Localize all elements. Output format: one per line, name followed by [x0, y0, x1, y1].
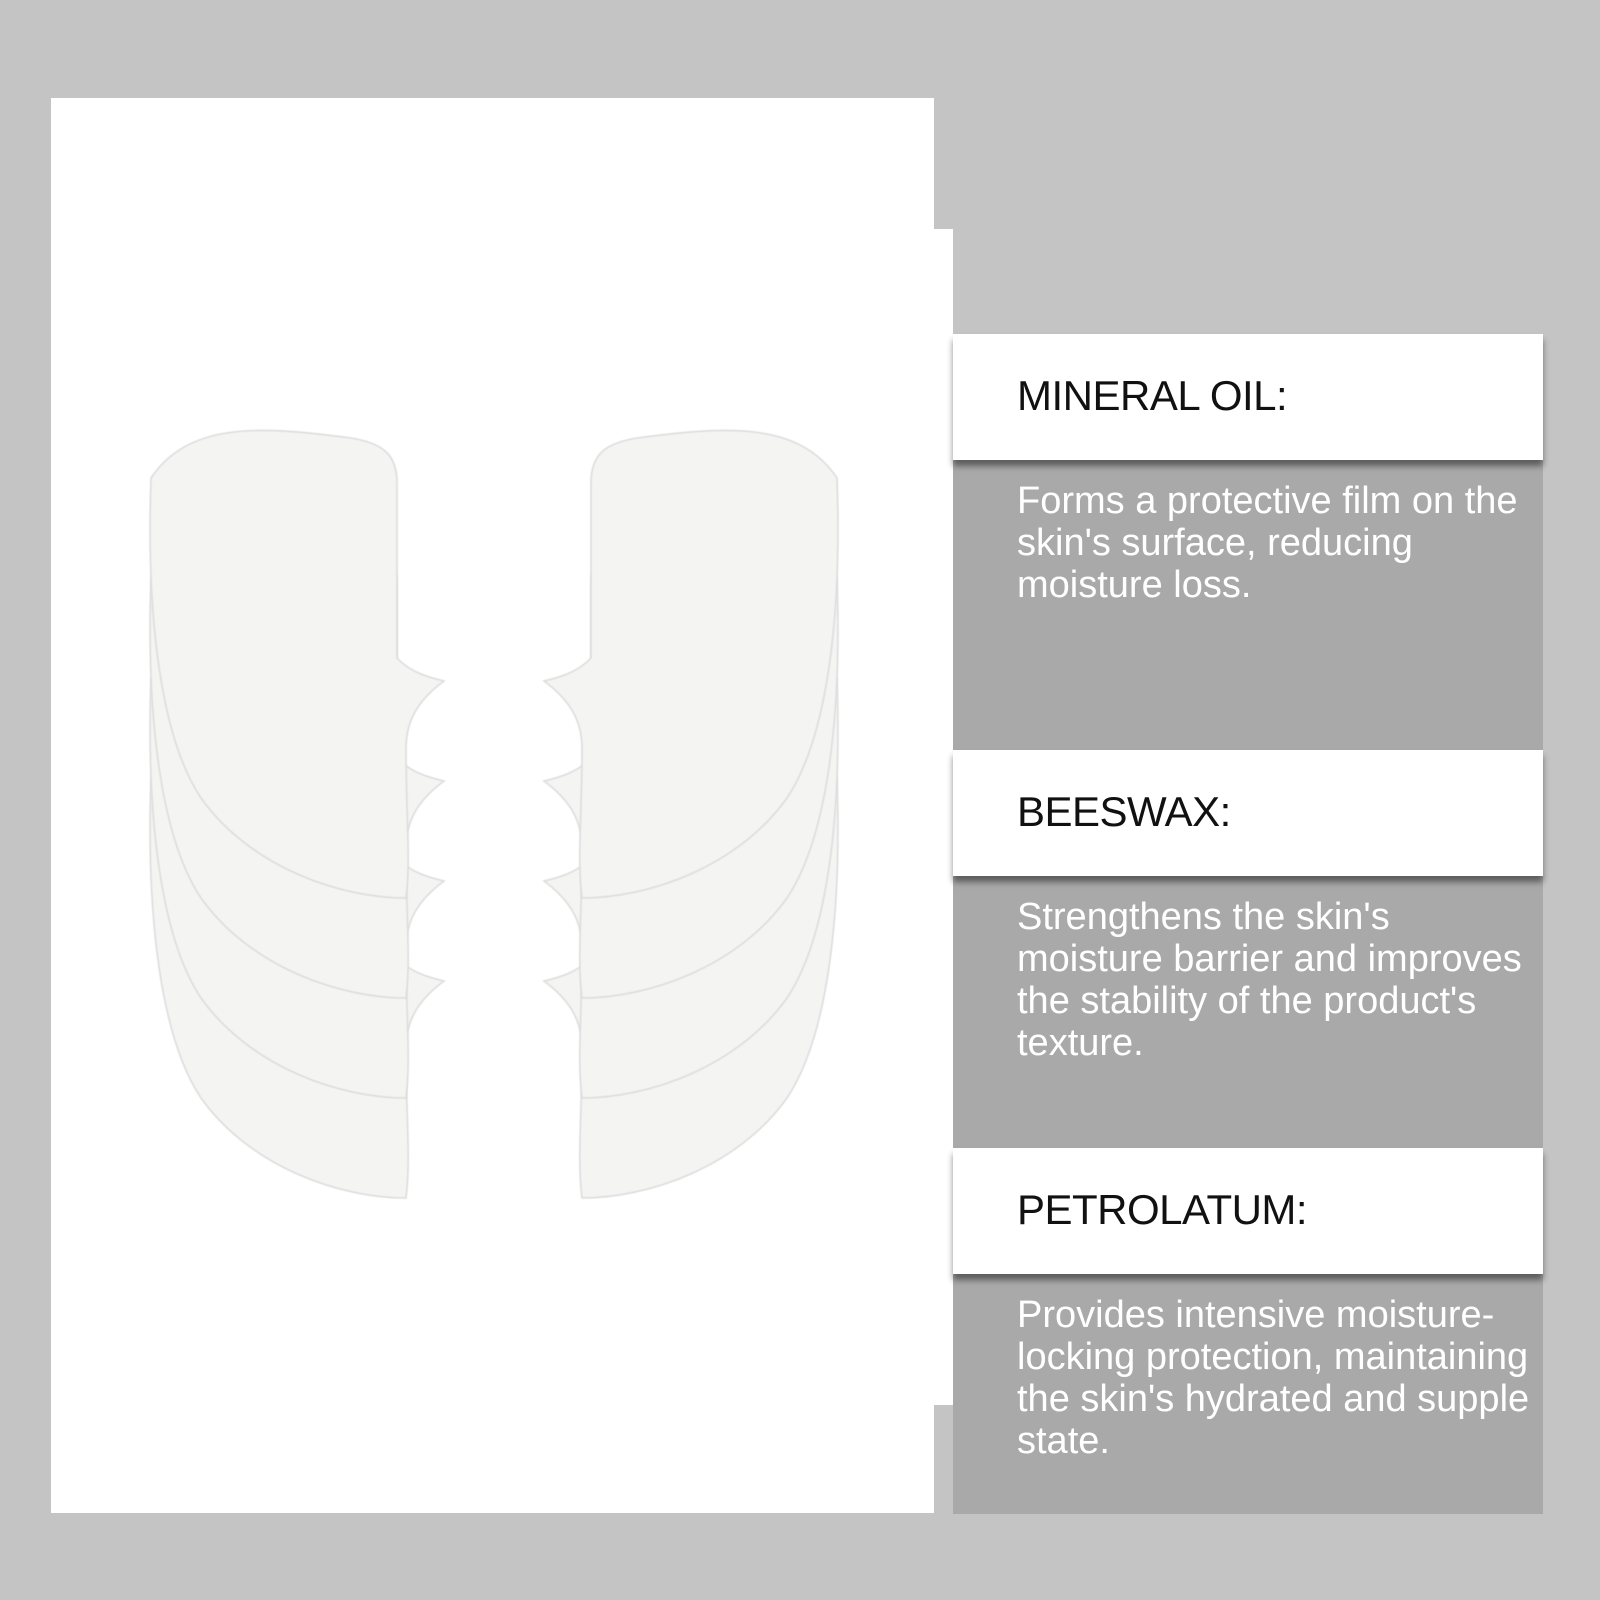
- ingredient-label-mineral-oil: [953, 334, 1543, 460]
- ingredient-name: BEESWAX:: [1017, 788, 1231, 835]
- under-eye-patch-stack-icon: [51, 98, 934, 1513]
- ingredient-description-text: Forms a protective film on the skin's surface, reducing moisture loss.: [1017, 480, 1518, 606]
- photo-panel-edge: [933, 229, 953, 1405]
- ingredient-name: MINERAL OIL:: [1017, 372, 1288, 419]
- ingredient-description-text: Strengthens the skin's moisture barrier and improves the stability of the product's texture.: [1017, 896, 1522, 1064]
- ingredient-label-petrolatum: [953, 1148, 1543, 1274]
- ingredient-name: PETROLATUM:: [1017, 1186, 1308, 1233]
- product-photo-panel: [51, 98, 934, 1513]
- ingredient-description-beeswax: [953, 876, 1543, 1148]
- right-patch-stack: [544, 430, 838, 1198]
- ingredient-label-beeswax: [953, 750, 1543, 876]
- ingredient-description-text: Provides intensive moisture-locking protection, maintaining the skin's hydrated and supple state.: [1017, 1294, 1530, 1462]
- ingredient-description-petrolatum: [953, 1274, 1543, 1514]
- ingredient-description-mineral-oil: [953, 460, 1543, 750]
- left-patch-stack: [150, 430, 444, 1198]
